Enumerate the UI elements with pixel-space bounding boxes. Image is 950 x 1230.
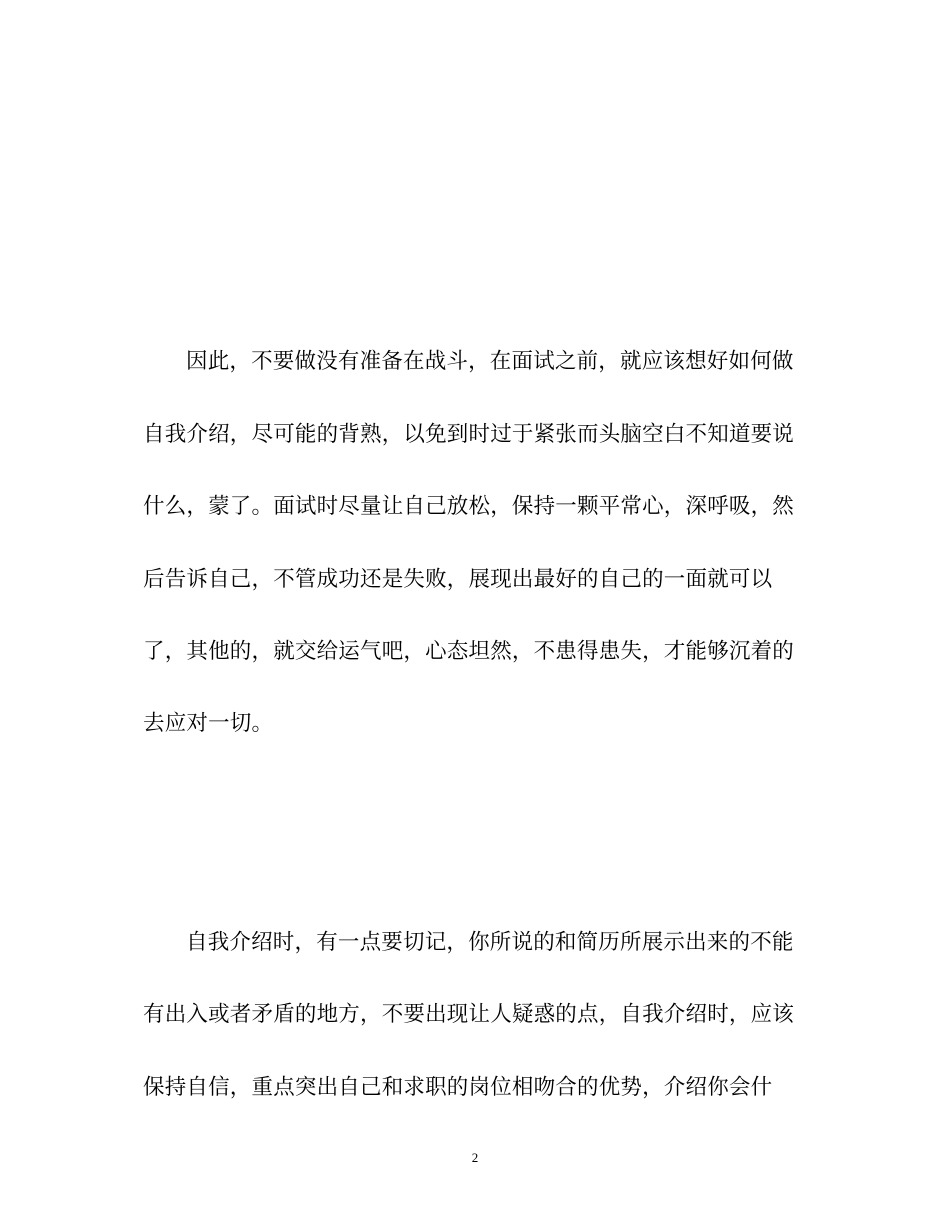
paragraph-line: 去应对一切。	[143, 711, 274, 736]
paragraph-line: 自我介绍时，有一点要切记，你所说的和简历所展示出来的不能	[186, 930, 794, 955]
paragraph-line: 了，其他的，就交给运气吧，心态坦然，不患得患失，才能够沉着的	[143, 639, 795, 664]
paragraph-line: 保持自信，重点突出自己和求职的岗位相吻合的优势，介绍你会什	[143, 1075, 773, 1100]
paragraph-line: 什么，蒙了。面试时尽量让自己放松，保持一颗平常心，深呼吸，然	[143, 494, 795, 519]
paragraph-line: 因此，不要做没有准备在战斗，在面试之前，就应该想好如何做	[186, 349, 794, 374]
paragraph-line: 有出入或者矛盾的地方，不要出现让人疑惑的点，自我介绍时，应该	[143, 1002, 795, 1027]
page-number: 2	[471, 1150, 479, 1165]
paragraph-line: 后告诉自己，不管成功还是失败，展现出最好的自己的一面就可以	[143, 567, 773, 592]
paragraph-line: 自我介绍，尽可能的背熟，以免到时过于紧张而头脑空白不知道要说	[143, 422, 795, 447]
